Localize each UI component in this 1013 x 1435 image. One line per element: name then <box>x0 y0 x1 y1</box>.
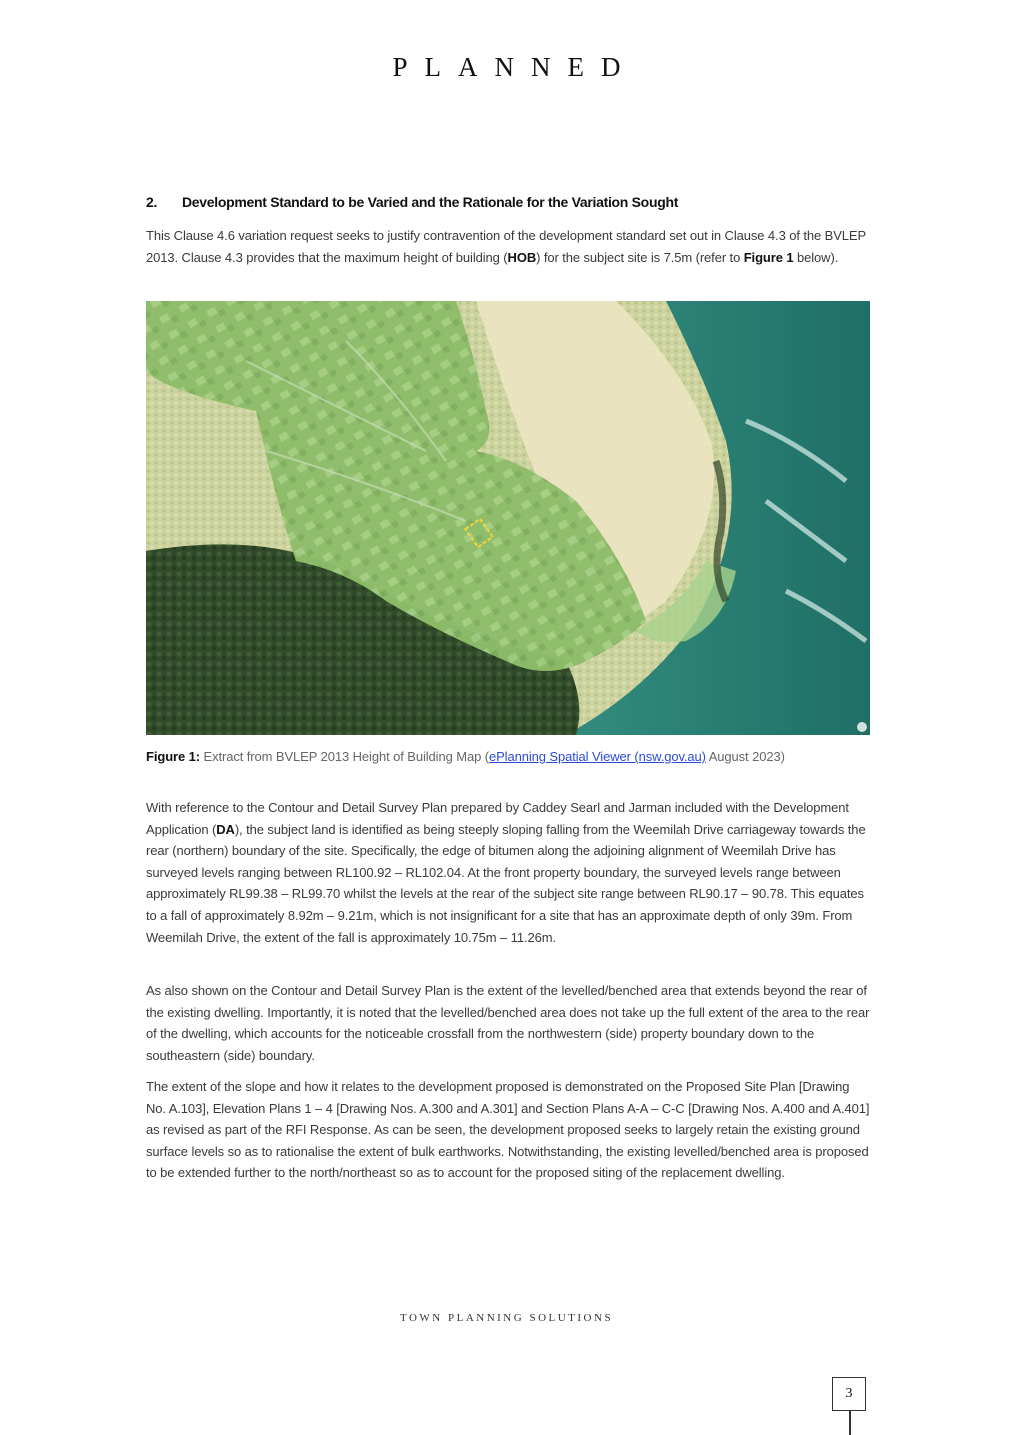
bold-da: DA <box>216 821 235 837</box>
paragraph-1: This Clause 4.6 variation request seeks to justify contravention of the development standard set out in Clause 4.3 of the BVLEP 2013. Clause 4.3 provides that the maximum height of building (HOB) for the subject site is 7.5m (refer to Figure 1 below). <box>146 228 866 265</box>
page-number: 3 <box>832 1377 866 1411</box>
paragraph-3: As also shown on the Contour and Detail Survey Plan is the extent of the levelled/benched area that extends beyond the rear of the existing dwelling. Importantly, it is noted that the levelled/benched area does not take up the full extent of the area to the rear of the dwelling, which accounts for the noticeable crossfall from the northwestern (side) property boundary down to the southeastern (side) boundary. <box>146 983 870 1063</box>
paragraph-4: The extent of the slope and how it relates to the development proposed is demonstrated on the Proposed Site Plan [Drawing No. A.103], Elevation Plans 1 – 4 [Drawing Nos. A.300 and A.301] and Section Plans A-A – C-C [Drawing Nos. A.400 and A.401] as revised as part of the RFI Response. As can be seen, the development proposed seeks to largely retain the existing ground surface levels so as to rationalise the extent of bulk earthworks. Notwithstanding, the existing levelled/benched area is proposed to be extended further to the north/northeast so as to account for the proposed siting of the replacement dwelling. <box>146 1079 870 1181</box>
page-number-tick <box>849 1411 851 1435</box>
bold-figure-ref: Figure 1 <box>743 249 794 265</box>
figure-caption: Figure 1: Extract from BVLEP 2013 Height of Building Map (ePlanning Spatial Viewer (nsw.gov.au) August 2023) <box>146 749 785 764</box>
section-heading <box>146 194 678 210</box>
section-number: 2. <box>146 194 158 210</box>
footer-text: TOWN PLANNING SOLUTIONS <box>399 1312 614 1324</box>
section-heading-text: Development Standard to be Varied and the Rationale for the Variation Sought <box>182 194 679 210</box>
page-header-title: PLANNED <box>392 52 638 82</box>
paragraph-2: With reference to the Contour and Detail Survey Plan prepared by Caddey Searl and Jarman included with the Development Application (DA), the subject land is identified as being steeply sloping falling from the Weemilah Drive carriageway towards the rear (northern) boundary of the site. Specifically, the edge of bitumen along the adjoining alignment of Weemilah Drive has surveyed levels ranging between RL100.92 – RL102.04. At the front property boundary, the surveyed levels range between approximately RL99.38 – RL99.70 whilst the levels at the rear of the subject site range between RL90.17 – 90.78. This equates to a fall of approximately 8.92m – 9.21m, which is not insignificant for a site that has an approximate depth of only 39m. From Weemilah Drive, the extent of the fall is approximately 10.75m – 11.26m. <box>146 800 866 945</box>
caption-label: Figure 1: <box>146 749 200 764</box>
height-of-building-map <box>146 301 870 735</box>
eplanning-link[interactable]: ePlanning Spatial Viewer (nsw.gov.au) <box>488 749 706 764</box>
bold-hob: HOB <box>507 249 537 265</box>
